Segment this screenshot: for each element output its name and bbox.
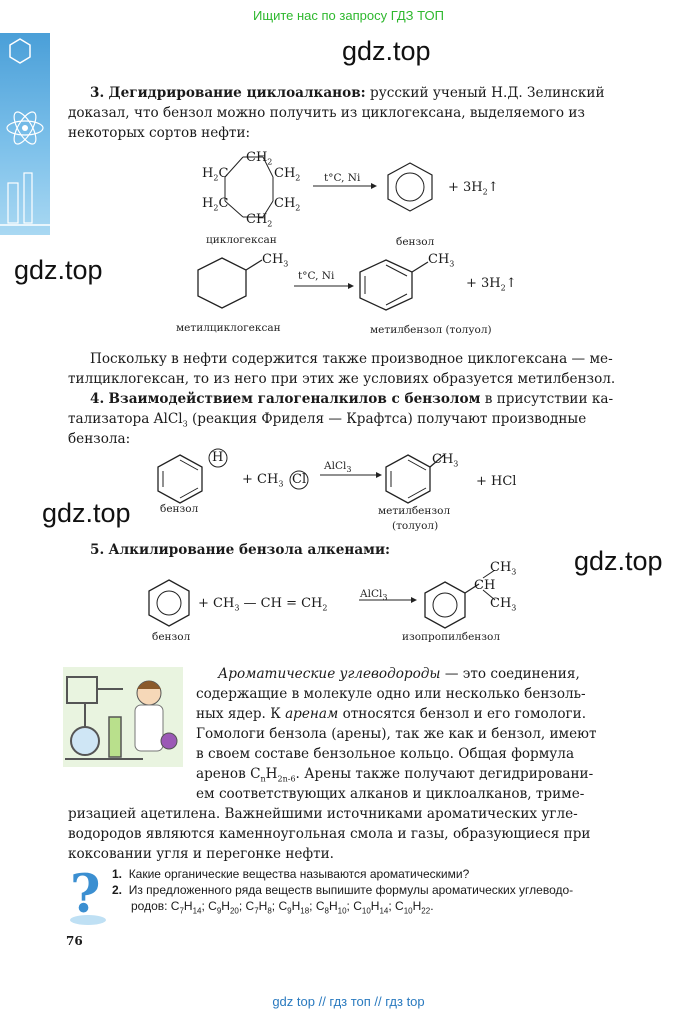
h2c-label: $H_2C$ xyxy=(202,166,229,183)
bottom-banner: gdz top // гдз топ // гдз top xyxy=(272,994,425,1009)
benzene-ring xyxy=(388,163,432,211)
section-3-text: 3. Дегидрирование циклоалканов: русский ученый Н.Д. Зелинский xyxy=(90,85,605,101)
watermark: gdz.top xyxy=(42,498,131,528)
section-3-line: доказал, что бензол можно получить из циклогексана, выделяемого из xyxy=(68,105,585,121)
term-aromatic: Ароматические углеводороды xyxy=(218,666,441,682)
h2c-label: $H_2C$ xyxy=(202,196,229,213)
h-atom-label: H xyxy=(212,450,224,465)
catalyst-label: AlCl$_3$ xyxy=(324,460,352,475)
svg-text:?: ? xyxy=(70,866,101,925)
caption-benzene: бензол xyxy=(160,503,199,515)
cl-atom-label: Cl xyxy=(292,472,307,487)
aromatic-line: ризацией ацетилена. Важнейшими источниками ароматических угле- xyxy=(68,806,578,822)
aromatic-line: в своем составе бензольное кольцо. Общая формула xyxy=(196,746,575,762)
section-4-line: тализатора AlCl$_3$ (реакция Фриделя — Крафтса) получают производные xyxy=(68,411,587,429)
reaction-conditions: t°C, Ni xyxy=(298,270,335,282)
aromatic-line: содержащие в молекуле одно или несколько бензоль- xyxy=(196,686,586,702)
watermark: gdz.top xyxy=(574,546,663,576)
ch2-label: $CH_2$ xyxy=(246,212,273,229)
question-item: 1. Какие органические вещества называются ароматическими? xyxy=(112,867,470,881)
top-banner: Ищите нас по запросу ГДЗ ТОП xyxy=(253,8,444,23)
aromatic-line: аренов $C_nH_{2n-6}$. Арены также получают дегидрировани- xyxy=(196,766,594,784)
reaction-product: + $3H_2↑$ xyxy=(466,276,517,293)
watermark: gdz.top xyxy=(342,36,431,66)
ch3-label: $CH_3$ xyxy=(432,452,459,469)
caption-benzene: бензол xyxy=(152,631,191,643)
ch3-label: $CH_3$ xyxy=(262,252,289,269)
caption-methylcyclohexane: метилциклогексан xyxy=(176,322,281,334)
caption-benzene: бензол xyxy=(396,236,435,248)
section-title: Дегидрирование циклоалканов: xyxy=(108,85,366,101)
ch-label: CH xyxy=(474,578,496,593)
ch3-label: $CH_3$ xyxy=(428,252,455,269)
paragraph-line: тилциклогексан, то из него при этих же условиях образуется метилбензол. xyxy=(68,371,616,387)
section-title: Алкилирование бензола алкенами: xyxy=(108,542,391,558)
section-title: Взаимодействием галогеналкилов с бензолом xyxy=(108,391,481,407)
catalyst-label: AlCl$_3$ xyxy=(360,588,388,603)
paragraph-line: Поскольку в нефти содержится также производное циклогексана — ме- xyxy=(90,351,613,367)
science-decor-image xyxy=(0,33,50,235)
ch3-reagent-label: + $CH_3$ xyxy=(242,472,284,489)
question-formulas: родов: $C_7H_{14}$; $C_9H_{20}$; $C_7H_8$; $C_9H_{18}$; $C_8H_{10}$; $C_{10}H_{14}$; $C_{10}H_{22}$. xyxy=(131,899,434,916)
aromatic-line: Гомологи бензола (арены), так же как и бензол, имеют xyxy=(196,726,597,742)
caption-cyclohexane: циклогексан xyxy=(206,234,277,246)
ch2-label: $CH_2$ xyxy=(274,166,301,183)
ch2-label: $CH_2$ xyxy=(274,196,301,213)
section-4-text: 4. Взаимодействием галогеналкилов с бензолом в присутствии ка- xyxy=(90,391,614,407)
question-mark-icon xyxy=(66,866,108,926)
reaction-conditions: t°C, Ni xyxy=(324,172,361,184)
aromatic-line: ем соответствующих алканов и циклоалканов, триме- xyxy=(196,786,585,802)
aromatic-line: Ароматические углеводороды — это соединения, xyxy=(218,666,580,682)
alkene-reagent: + $CH_3$ — CH = $CH_2$ xyxy=(198,596,328,613)
page-number: 76 xyxy=(66,934,83,948)
section-number: 4. xyxy=(90,391,105,407)
aromatic-line: ных ядер. К аренам относятся бензол и его гомологи. xyxy=(196,706,587,722)
aromatic-line: коксовании угля и перегонке нефти. xyxy=(68,846,334,862)
ch2-label: $CH_2$ xyxy=(246,150,273,167)
caption-toluene: метилбензол (толуол) xyxy=(370,324,492,336)
aromatic-line: водородов являются каменноугольная смола и газы, образующиеся при xyxy=(68,826,591,842)
scientist-illustration xyxy=(63,667,183,767)
caption-toluene-alt: (толуол) xyxy=(392,520,439,532)
reaction-friedel-crafts-diagram xyxy=(150,445,530,515)
question-item: 2. Из предложенного ряда веществ выпишите формулы ароматических углеводо- xyxy=(112,883,574,897)
section-3-line: некоторых сортов нефти: xyxy=(68,125,251,141)
section-number: 3. xyxy=(90,85,105,101)
caption-toluene: метилбензол xyxy=(378,505,451,517)
reaction-product: + HCl xyxy=(476,474,517,489)
watermark: gdz.top xyxy=(14,255,103,285)
caption-isopropylbenzene: изопропилбензол xyxy=(402,631,501,643)
term-arenes: аренам xyxy=(285,706,339,722)
section-4-line: бензола: xyxy=(68,431,131,447)
section-5-text xyxy=(90,540,490,560)
reaction-product: + $3H_2↑$ xyxy=(448,180,499,197)
ch3-label: $CH_3$ xyxy=(490,596,517,613)
ch3-label: $CH_3$ xyxy=(490,560,517,577)
section-number: 5. xyxy=(90,542,105,558)
